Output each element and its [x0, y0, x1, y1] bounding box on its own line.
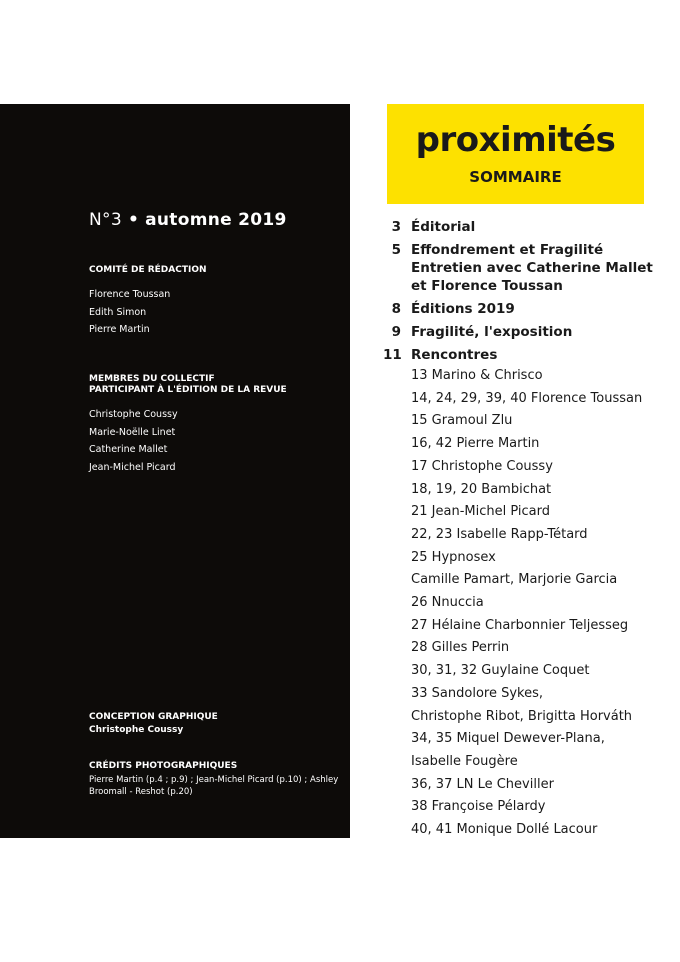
- collectif-member: Marie-Noëlle Linet: [89, 426, 176, 438]
- credits-heading: CRÉDITS PHOTOGRAPHIQUES: [89, 761, 238, 771]
- toc-subentry: 40, 41 Monique Dollé Lacour: [411, 822, 598, 838]
- title-box: [387, 104, 644, 204]
- toc-subentry: 22, 23 Isabelle Rapp-Tétard: [411, 526, 588, 542]
- collectif-section: [89, 374, 287, 476]
- toc-subentry: 38 Françoise Pélardy: [411, 799, 546, 815]
- toc-title: Rencontres: [411, 347, 498, 363]
- collectif-member: Christophe Coussy: [89, 409, 178, 420]
- toc-subentry: 14, 24, 29, 39, 40 Florence Toussan: [411, 390, 643, 406]
- collectif-member: Jean-Michel Picard: [89, 461, 176, 473]
- toc-page: 11: [383, 347, 402, 363]
- toc-page: 8: [391, 301, 401, 317]
- toc-entry: [383, 346, 673, 364]
- credits-value: Pierre Martin (p.4 ; p.9) ; Jean-Michel Picard (p.10) ; Ashley Broomall - Reshot (p.20): [89, 775, 339, 797]
- issue-number: N°3: [89, 210, 122, 230]
- toc-subentry: 16, 42 Pierre Martin: [411, 436, 540, 452]
- toc-entry: [383, 300, 673, 318]
- table-of-contents: [383, 218, 673, 842]
- conception-heading: CONCEPTION GRAPHIQUE: [89, 712, 218, 722]
- collectif-heading-line1: MEMBRES DU COLLECTIF: [89, 374, 215, 384]
- toc-title: Éditorial: [411, 219, 476, 235]
- toc-page: 9: [391, 324, 401, 340]
- credits-panel: [0, 104, 350, 838]
- toc-title: Fragilité, l'exposition: [411, 324, 573, 340]
- comite-member: Edith Simon: [89, 306, 147, 318]
- issue-separator: •: [127, 210, 140, 230]
- credits-section: [89, 761, 339, 798]
- toc-subentry: 34, 35 Miquel Dewever-Plana,: [411, 731, 605, 747]
- toc-subentry: 30, 31, 32 Guylaine Coquet: [411, 663, 590, 679]
- toc-subentry: 15 Gramoul Zlu: [411, 413, 513, 429]
- toc-subentry: 27 Hélaine Charbonnier Teljesseg: [411, 617, 629, 633]
- toc-subentry: 18, 19, 20 Bambichat: [411, 481, 552, 497]
- issue-season: automne 2019: [145, 210, 287, 230]
- toc-subentry: 26 Nnuccia: [411, 595, 484, 611]
- comite-section: [89, 265, 207, 339]
- collectif-member: Catherine Mallet: [89, 444, 168, 455]
- toc-subentry: 28 Gilles Perrin: [411, 640, 510, 656]
- toc-subentry: Camille Pamart, Marjorie Garcia: [411, 572, 618, 588]
- conception-section: [89, 712, 218, 736]
- toc-entry: [383, 241, 673, 295]
- comite-heading: COMITÉ DE RÉDACTION: [89, 265, 207, 275]
- toc-title: Effondrement et Fragilité Entretien avec Catherine Mallet et Florence Toussan: [411, 242, 653, 294]
- magazine-title: proximités: [415, 120, 616, 160]
- toc-subentry: 25 Hypnosex: [411, 549, 496, 565]
- toc-subentry: Christophe Ribot, Brigitta Horváth: [411, 708, 633, 724]
- toc-subentry: 13 Marino & Chrisco: [411, 368, 543, 383]
- toc-entry: [383, 323, 673, 341]
- sommaire-heading: SOMMAIRE: [469, 168, 562, 186]
- conception-value: Christophe Coussy: [89, 725, 184, 735]
- collectif-heading-line2: PARTICIPANT À L'ÉDITION DE LA REVUE: [89, 385, 287, 395]
- toc-subentry: 36, 37 LN Le Cheviller: [411, 776, 554, 792]
- toc-subentry: Isabelle Fougère: [411, 753, 518, 769]
- collectif-heading: [89, 374, 287, 396]
- comite-member: Florence Toussan: [89, 289, 171, 300]
- toc-subentry: 21 Jean-Michel Picard: [411, 504, 551, 520]
- comite-member: Pierre Martin: [89, 324, 150, 335]
- toc-page: 5: [391, 242, 401, 258]
- toc-subentry: 33 Sandolore Sykes,: [411, 685, 544, 701]
- issue-line: [89, 210, 287, 230]
- toc-page: 3: [391, 219, 401, 235]
- toc-entry: [383, 218, 673, 236]
- toc-title: Éditions 2019: [411, 301, 515, 317]
- toc-subentry: 17 Christophe Coussy: [411, 458, 553, 474]
